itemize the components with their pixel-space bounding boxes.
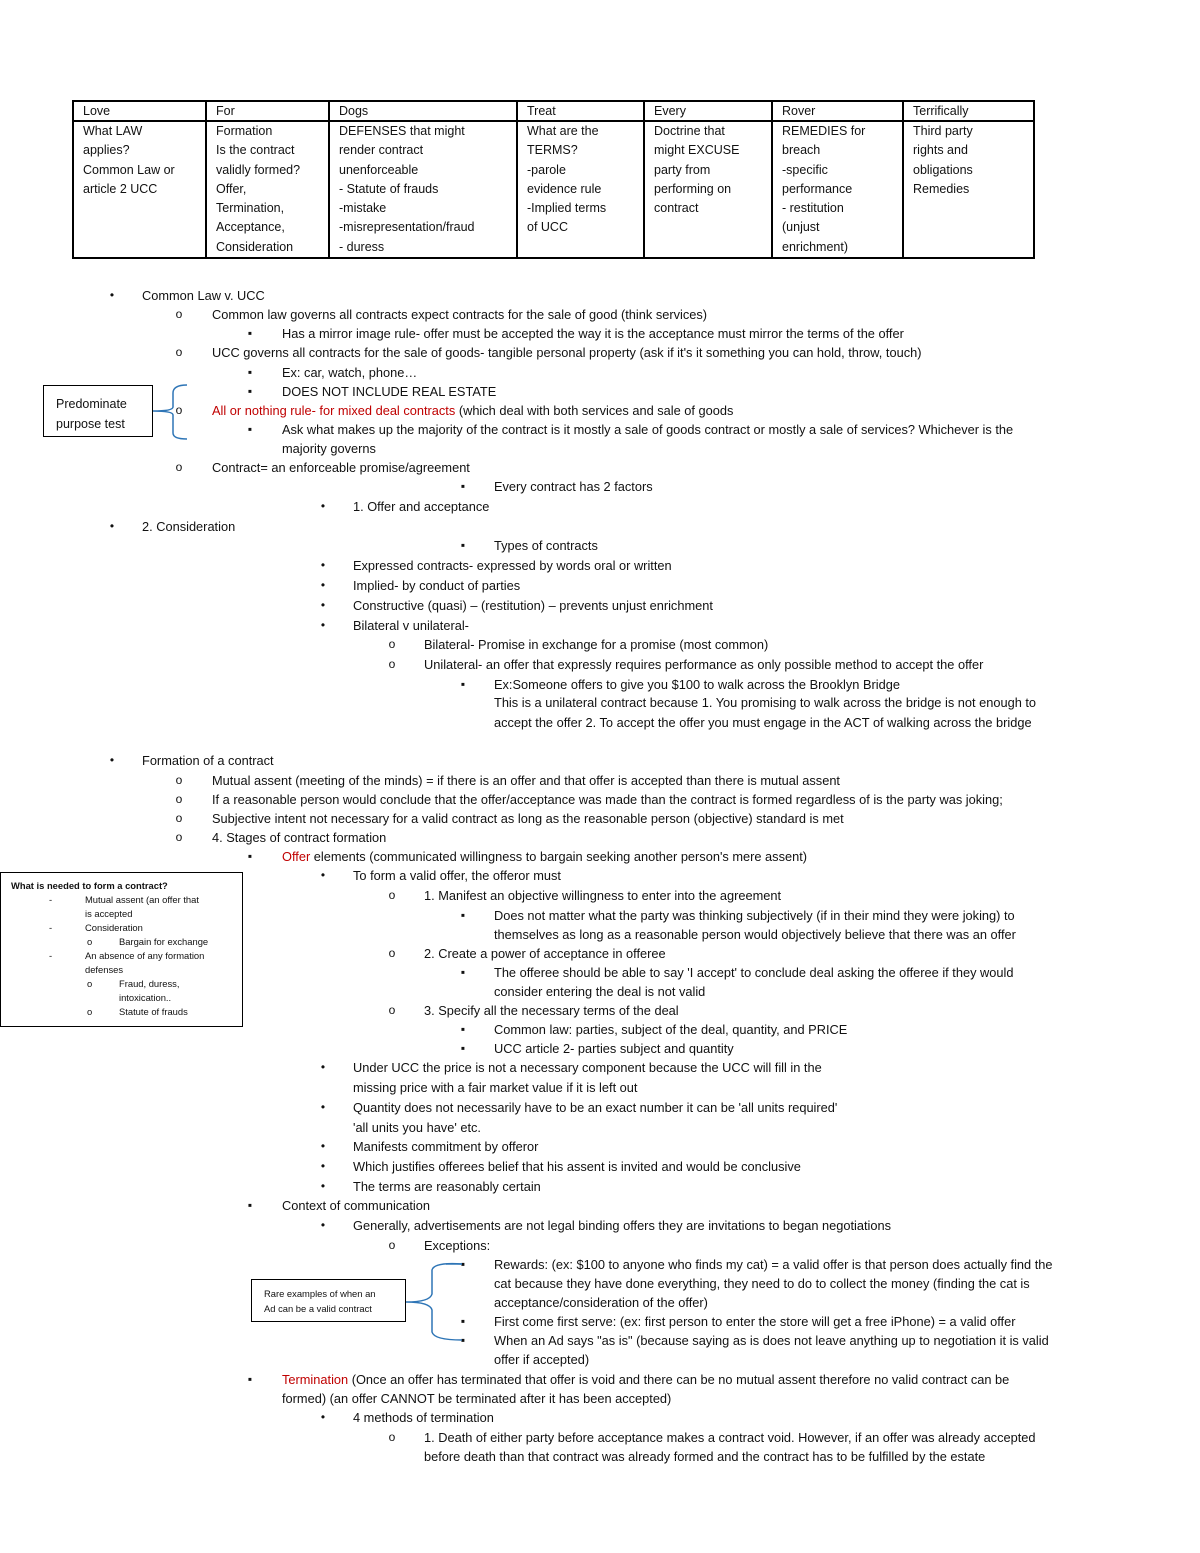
note-line: [353, 497, 489, 516]
bullet-marker: o: [175, 811, 183, 825]
note-line: [282, 324, 904, 343]
bullet-marker: o: [388, 1003, 396, 1017]
bullet-marker: •: [109, 753, 115, 767]
note-text: defenses: [85, 964, 124, 975]
table-cell-line: unenforceable: [339, 162, 419, 177]
note-text: Mutual assent (meeting of the minds) = if there is an offer and that offer is accepted than there is mutual assent: [212, 773, 840, 788]
table-cell-line: DEFENSES that might: [339, 124, 465, 138]
note-line: [424, 1236, 490, 1255]
bullet-marker: -: [49, 922, 53, 933]
note-line: [494, 925, 1016, 944]
bullet-marker: ▪: [460, 1041, 466, 1055]
table-cell: [772, 121, 903, 258]
note-text: Common Law v. UCC: [142, 288, 265, 303]
note-line: [494, 1255, 1053, 1274]
note-text: is accepted: [85, 908, 133, 919]
note-line: [353, 1157, 801, 1176]
note-line: [353, 1078, 637, 1097]
note-text: When an Ad says "as is" (because saying as is does not leave anything up to negotiation it is valid: [494, 1333, 1049, 1348]
note-text: formed) (an offer CANNOT be terminated after it has been accepted): [282, 1391, 672, 1406]
table-cell-line: Remedies: [913, 181, 970, 196]
bullet-marker: •: [320, 1060, 326, 1074]
note-text: To form a valid offer, the offeror must: [353, 868, 561, 883]
bullet-marker: o: [87, 1006, 93, 1017]
table-cell: [644, 121, 772, 258]
table-header-cell: Terrifically: [903, 101, 1034, 121]
note-line: [212, 771, 840, 790]
highlight-term: All or nothing rule- for mixed deal contracts: [212, 403, 459, 418]
table-cell-line: enrichment): [782, 239, 848, 254]
note-text: Constructive (quasi) – (restitution) – prevents unjust enrichment: [353, 598, 713, 613]
bullet-marker: -: [49, 950, 53, 961]
note-text: 4. Stages of contract formation: [212, 830, 387, 845]
bullet-marker: ▪: [247, 365, 253, 379]
bullet-marker: ▪: [460, 538, 466, 552]
bullet-marker: o: [388, 637, 396, 651]
table-cell-line: TERMS?: [527, 143, 578, 158]
note-text: The terms are reasonably certain: [353, 1179, 541, 1194]
table-cell-line: Offer,: [216, 181, 247, 196]
note-line: [494, 693, 1036, 712]
note-text: acceptance/consideration of the offer): [494, 1295, 708, 1310]
note-text: Expressed contracts- expressed by words oral or written: [353, 558, 672, 573]
bullet-marker: o: [175, 460, 183, 474]
table-cell-line: Doctrine that: [654, 124, 725, 138]
bullet-marker: •: [320, 1179, 326, 1193]
note-text: Contract= an enforceable promise/agreement: [212, 460, 470, 475]
table-cell-line: performing on: [654, 181, 732, 196]
note-text: Subjective intent not necessary for a valid contract as long as the reasonable person (objective) standard is met: [212, 811, 844, 826]
note-line: [212, 305, 707, 324]
predominate-purpose-note: [43, 385, 153, 437]
note-line: [424, 1447, 985, 1466]
note-line: [353, 1177, 541, 1196]
note-text: missing price with a fair market value if it is left out: [353, 1080, 638, 1095]
note-text: majority governs: [282, 441, 376, 456]
note-text: Formation of a contract: [142, 753, 274, 768]
bullet-marker: ▪: [460, 1257, 466, 1271]
note-line: [353, 556, 672, 575]
bullet-marker: o: [175, 830, 183, 844]
note-text: Consideration: [85, 922, 143, 933]
table-cell-line: - Statute of frauds: [339, 181, 439, 196]
bullet-marker: ▪: [460, 1022, 466, 1036]
note-line: [494, 1331, 1049, 1350]
bullet-marker: o: [175, 403, 183, 417]
note-line: [142, 286, 265, 305]
table-cell-line: -misrepresentation/fraud: [339, 220, 475, 235]
note-line: [424, 1428, 1036, 1447]
note-text: before death than that contract was already formed and the contract has to be fulfilled by the estate: [424, 1449, 986, 1464]
table-cell-line: REMEDIES for: [782, 124, 866, 138]
list-item: [11, 991, 242, 1005]
table-cell: [73, 121, 206, 258]
note-text: This is a unilateral contract because 1. You promising to walk across the bridge is not enough to: [494, 695, 1037, 710]
bullet-marker: •: [320, 618, 326, 632]
note-text: UCC governs all contracts for the sale of goods- tangible personal property (ask if it's it something you can hold, throw, touch): [212, 345, 922, 360]
note-line: [494, 1293, 708, 1312]
bullet-marker: ▪: [460, 1333, 466, 1347]
mnemonic-table: [72, 100, 1035, 259]
table-cell-line: Consideration: [216, 239, 294, 254]
note-text: intoxication..: [119, 992, 172, 1003]
table-cell: [329, 121, 517, 258]
table-header-cell: Every: [644, 101, 772, 121]
table-cell-line: evidence rule: [527, 181, 602, 196]
note-text: cat because they have done everything, they need to do to collect the money (finding the cat is: [494, 1276, 1030, 1291]
note-line: [494, 1039, 734, 1058]
bullet-marker: •: [320, 598, 326, 612]
note-text: Manifests commitment by offeror: [353, 1139, 539, 1154]
note-text: Statute of frauds: [119, 1006, 188, 1017]
table-cell: [903, 121, 1034, 258]
bullet-marker: ▪: [247, 849, 253, 863]
note-text: UCC article 2- parties subject and quantity: [494, 1041, 734, 1056]
bracket-predominate: [153, 383, 193, 443]
note-line: Ad can be a valid contract: [264, 1303, 372, 1314]
note-line: [494, 675, 900, 694]
rare-examples-note: [251, 1279, 406, 1322]
table-cell-line: - restitution: [782, 201, 844, 216]
note-line: [282, 363, 417, 382]
bullet-marker: o: [175, 307, 183, 321]
list-item: [11, 921, 242, 935]
note-line: [353, 866, 561, 885]
note-text: Bilateral- Promise in exchange for a promise (most common): [424, 637, 769, 652]
bullet-marker: ▪: [460, 1314, 466, 1328]
table-cell: [206, 121, 329, 258]
note-line: Predominate: [56, 397, 127, 411]
table-cell-line: (unjust: [782, 220, 820, 235]
bullet-marker: o: [388, 1430, 396, 1444]
bullet-marker: •: [320, 1159, 326, 1173]
note-line: [142, 751, 274, 770]
bullet-marker: •: [320, 1218, 326, 1232]
note-text: DOES NOT INCLUDE REAL ESTATE: [282, 384, 497, 399]
note-text: Common law: parties, subject of the deal, quantity, and PRICE: [494, 1022, 848, 1037]
note-text: Unilateral- an offer that expressly requires performance as only possible method to accept the offer: [424, 657, 984, 672]
table-cell-line: of UCC: [527, 220, 568, 235]
note-text: 'all units you have' etc.: [353, 1120, 481, 1135]
list-item: [11, 963, 242, 977]
note-text: The offeree should be able to say 'I accept' to conclude deal asking the offeree if they would: [494, 965, 1014, 980]
bullet-marker: •: [109, 288, 115, 302]
bullet-marker: •: [320, 499, 326, 513]
note-text: Under UCC the price is not a necessary component because the UCC will fill in the: [353, 1060, 822, 1075]
note-text: Implied- by conduct of parties: [353, 578, 521, 593]
note-line: [424, 635, 768, 654]
bullet-marker: o: [388, 888, 396, 902]
note-text: 1. Death of either party before acceptance makes a contract void. However, if an offer was already accepted: [424, 1430, 1036, 1445]
bullet-marker: •: [320, 1100, 326, 1114]
note-title: What is needed to form a contract?: [11, 880, 168, 891]
list-item: [11, 977, 242, 991]
table-cell-line: performance: [782, 181, 853, 196]
highlight-term: Offer: [282, 849, 311, 864]
note-line: [142, 517, 235, 536]
table-cell-line: What are the: [527, 124, 599, 138]
note-line: [494, 1274, 1030, 1293]
bracket-rare-examples: [406, 1260, 468, 1344]
note-line: [282, 439, 376, 458]
note-line: [353, 596, 713, 615]
note-text: Every contract has 2 factors: [494, 479, 653, 494]
note-text: (which deal with both services and sale of goods: [458, 403, 734, 418]
note-line: Rare examples of when an: [264, 1288, 376, 1299]
note-line: [494, 536, 598, 555]
bullet-marker: ▪: [247, 422, 253, 436]
table-cell-line: contract: [654, 201, 699, 216]
table-cell-line: render contract: [339, 143, 424, 158]
note-text: 3. Specify all the necessary terms of the deal: [424, 1003, 679, 1018]
table-cell-line: Formation: [216, 124, 273, 138]
table-cell-line: What LAW: [83, 124, 143, 138]
table-cell-line: - duress: [339, 239, 385, 254]
note-line: [424, 886, 781, 905]
note-text: consider entering the deal is not valid: [494, 984, 706, 999]
note-line: [212, 828, 386, 847]
note-line: [424, 655, 983, 674]
note-text: First come first serve: (ex: first person to enter the store will get a free iPhone) = a valid offer: [494, 1314, 1016, 1329]
bullet-marker: o: [175, 792, 183, 806]
note-text: 2. Consideration: [142, 519, 236, 534]
list-item: [11, 1005, 242, 1019]
note-line: [212, 790, 1003, 809]
note-text: elements (communicated willingness to bargain seeking another person's mere assent): [310, 849, 808, 864]
bullet-marker: ▪: [247, 1198, 253, 1212]
note-line: [494, 906, 1015, 925]
note-line: [494, 713, 1032, 732]
table-cell-line: party from: [654, 162, 711, 177]
table-cell-line: article 2 UCC: [83, 181, 158, 196]
table-header-cell: For: [206, 101, 329, 121]
highlight-term: Termination: [282, 1372, 349, 1387]
note-line: [494, 1020, 847, 1039]
note-text: Does not matter what the party was thinking subjectively (if in their mind they were joking) to: [494, 908, 1015, 923]
table-cell-line: Termination,: [216, 201, 285, 216]
table-cell-line: Is the contract: [216, 143, 295, 158]
note-line: [494, 1350, 589, 1369]
note-line: purpose test: [56, 417, 125, 431]
bullet-marker: •: [320, 1139, 326, 1153]
note-text: offer if accepted): [494, 1352, 590, 1367]
list-item: [11, 893, 242, 907]
bullet-marker: ▪: [247, 1372, 253, 1386]
note-text: Generally, advertisements are not legal binding offers they are invitations to began negotiations: [353, 1218, 892, 1233]
note-text: Context of communication: [282, 1198, 430, 1213]
note-line: [353, 1408, 494, 1427]
bullet-marker: ▪: [247, 384, 253, 398]
note-line: [353, 1137, 538, 1156]
note-text: Which justifies offerees belief that his assent is invited and would be conclusive: [353, 1159, 801, 1174]
note-text: 4 methods of termination: [353, 1410, 494, 1425]
note-line: [212, 458, 470, 477]
note-text: Bargain for exchange: [119, 936, 209, 947]
note-text: 2. Create a power of acceptance in offeree: [424, 946, 666, 961]
table-header-cell: Rover: [772, 101, 903, 121]
note-line: [424, 944, 666, 963]
bullet-marker: o: [175, 773, 183, 787]
bullet-marker: ▪: [247, 326, 253, 340]
bullet-marker: o: [388, 1238, 396, 1252]
note-text: An absence of any formation: [85, 950, 205, 961]
note-line: [353, 1216, 891, 1235]
note-line: [494, 477, 653, 496]
bullet-marker: •: [320, 578, 326, 592]
note-line: [282, 847, 807, 866]
note-line: [424, 1001, 679, 1020]
table-header-cell: Love: [73, 101, 206, 121]
table-cell: [517, 121, 644, 258]
note-line: [282, 1370, 1009, 1389]
table-cell-line: -mistake: [339, 201, 387, 216]
table-cell-line: might EXCUSE: [654, 143, 740, 158]
bullet-marker: ▪: [460, 677, 466, 691]
bullet-marker: •: [109, 519, 115, 533]
note-text: (Once an offer has terminated that offer is void and there can be no mutual assent therefore no valid contract can be: [348, 1372, 1010, 1387]
note-text: themselves as long as a reasonable person would objectively believe that there was an offer: [494, 927, 1016, 942]
note-line: [353, 616, 469, 635]
note-line: [212, 343, 921, 362]
table-cell-line: Acceptance,: [216, 220, 285, 235]
note-text: Types of contracts: [494, 538, 598, 553]
bullet-marker: •: [320, 1410, 326, 1424]
bullet-marker: •: [320, 868, 326, 882]
note-text: Exceptions:: [424, 1238, 491, 1253]
note-line: [494, 982, 705, 1001]
note-line: [494, 1312, 1015, 1331]
table-cell-line: Common Law or: [83, 162, 175, 177]
note-text: Fraud, duress,: [119, 978, 180, 989]
note-line: [212, 401, 733, 420]
bullet-marker: •: [320, 558, 326, 572]
note-line: [282, 382, 496, 401]
list-item: [11, 935, 242, 949]
note-line: [494, 963, 1013, 982]
note-line: [353, 1058, 822, 1077]
note-text: If a reasonable person would conclude that the offer/acceptance was made than the contract is formed regardless of is the party was joking;: [212, 792, 1003, 807]
note-text: Ask what makes up the majority of the contract is it mostly a sale of goods contract or mostly a sale of services? Whichever is the: [282, 422, 1014, 437]
table-cell-line: validly formed?: [216, 162, 301, 177]
note-line: [353, 1098, 837, 1117]
note-line: [353, 576, 520, 595]
bullet-marker: o: [87, 978, 93, 989]
table-cell-line: -specific: [782, 162, 828, 177]
note-line: [282, 420, 1013, 439]
bullet-marker: -: [49, 894, 53, 905]
note-line: [282, 1389, 671, 1408]
note-line: [353, 1118, 481, 1137]
note-text: Quantity does not necessarily have to be an exact number it can be 'all units required': [353, 1100, 838, 1115]
bullet-marker: o: [388, 946, 396, 960]
bullet-marker: o: [175, 345, 183, 359]
bullet-marker: ▪: [460, 965, 466, 979]
note-text: Has a mirror image rule- offer must be accepted the way it is the acceptance must mirror the terms of the offer: [282, 326, 904, 341]
table-header-cell: Treat: [517, 101, 644, 121]
note-text: Rewards: (ex: $100 to anyone who finds my cat) = a valid offer is that person does actually find the: [494, 1257, 1053, 1272]
table-cell-line: obligations: [913, 162, 973, 177]
table-cell-line: Third party: [913, 124, 973, 138]
note-text: Ex: car, watch, phone…: [282, 365, 418, 380]
table-cell-line: -parole: [527, 162, 566, 177]
table-cell-line: rights and: [913, 143, 968, 158]
bullet-marker: ▪: [460, 908, 466, 922]
note-text: 1. Offer and acceptance: [353, 499, 490, 514]
table-cell-line: applies?: [83, 143, 130, 158]
list-item: [11, 907, 242, 921]
bullet-marker: o: [87, 936, 93, 947]
table-cell-line: breach: [782, 143, 821, 158]
note-text: Mutual assent (an offer that: [85, 894, 199, 905]
note-line: [282, 1196, 430, 1215]
table-header-cell: Dogs: [329, 101, 517, 121]
note-text: accept the offer 2. To accept the offer you must engage in the ACT of walking across the bridge: [494, 715, 1032, 730]
note-text: Bilateral v unilateral-: [353, 618, 469, 633]
table-cell-line: -Implied terms: [527, 201, 607, 216]
note-line: [212, 809, 844, 828]
note-text: Ex:Someone offers to give you $100 to walk across the Brooklyn Bridge: [494, 677, 900, 692]
list-item: [11, 949, 242, 963]
note-text: 1. Manifest an objective willingness to enter into the agreement: [424, 888, 782, 903]
bullet-marker: ▪: [460, 479, 466, 493]
formation-requirements-note: [0, 872, 243, 1027]
note-text: Common law governs all contracts expect contracts for the sale of good (think services): [212, 307, 708, 322]
bullet-marker: o: [388, 657, 396, 671]
